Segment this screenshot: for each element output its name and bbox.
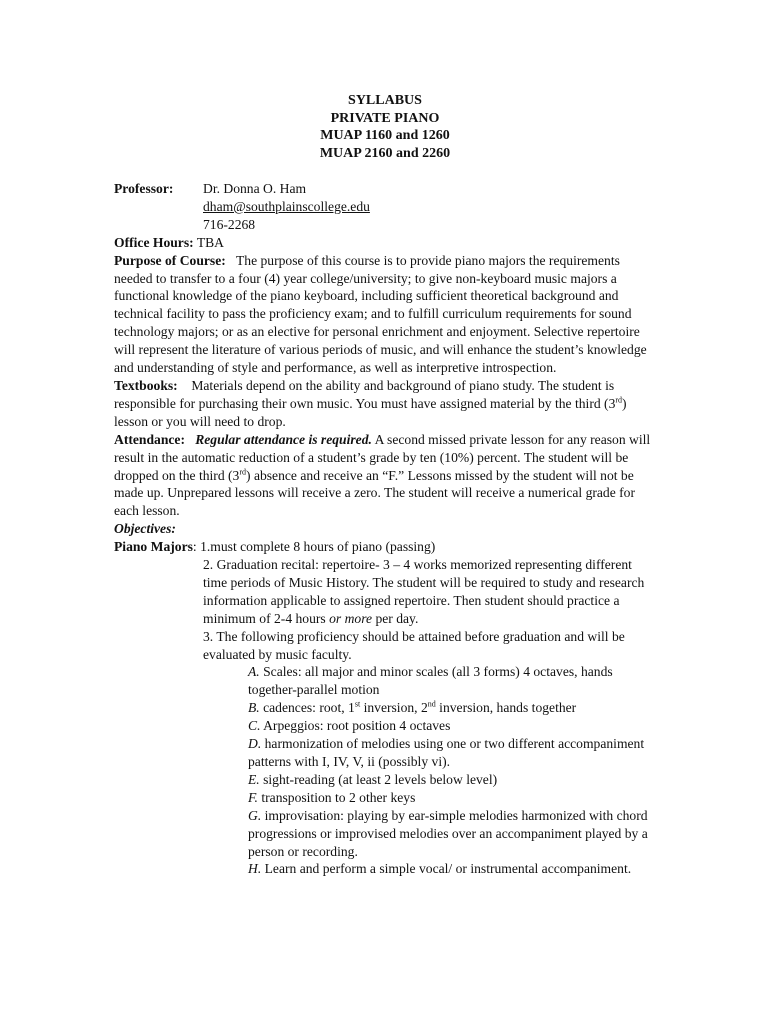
proficiency-text: inversion, hands together [435,700,577,716]
proficiency-item-h [248,860,659,878]
proficiency-letter: B. [248,700,260,716]
syllabus-body [114,180,659,878]
proficiency-letter: C. [248,718,261,734]
textbooks-paragraph [114,377,659,431]
proficiency-item-c [248,717,659,735]
header-course-codes-2: MUAP 2160 and 2260 [319,145,451,161]
proficiency-letter: H. [248,861,262,877]
proficiency-item-d [248,735,659,771]
proficiency-list [114,663,659,878]
item2-text-a: 2. Graduation recital: repertoire- 3 – 4 works memorized representing different time periods of Music History. The student will be required to study and research information applicable to assigned repertoire. Then student should practice a minimum of 2-4 hours [203,557,645,626]
proficiency-item-f [248,789,659,807]
proficiency-item-b [248,699,659,717]
proficiency-letter: A. [248,664,260,680]
proficiency-text: transposition to 2 other keys [257,789,416,805]
proficiency-letter: E. [248,771,260,787]
header-course-codes-1: MUAP 1160 and 1260 [320,128,450,143]
attendance-paragraph [114,431,659,521]
header-title: SYLLABUS [348,93,422,108]
attendance-label: Attendance: [114,431,185,447]
proficiency-superscript: nd [427,699,436,709]
proficiency-text: cadences: root, 1 [259,700,355,716]
purpose-label: Purpose of Course: [114,252,226,268]
proficiency-text: inversion, 2 [360,700,428,716]
purpose-paragraph [114,252,659,377]
textbooks-text-a: Materials depend on the ability and background of piano study. The student is responsible for purchasing their own music. You must have assigned material by the third (3 [114,377,616,411]
piano-majors-item3: 3. The following proficiency should be attained before graduation and will be evaluated by music faculty. [203,628,625,662]
textbooks-label: Textbooks: [114,377,178,393]
proficiency-item-e [248,771,659,789]
purpose-text: The purpose of this course is to provide piano majors the requirements needed to transfer to a four (4) year college/university; to give non-keyboard music majors a functional knowledge of the piano keyboard, including sufficient theoretical background and technical facility to pass the proficiency exam; and to fulfill curriculum requirements for sound technology majors; or as an elective for personal enrichment and enjoyment. Selective repertoire will represent the literature of various periods of music, and will enhance the student’s knowledge and understanding of style and performance, as well as interpretive introspection. [114,252,647,376]
piano-majors-item2 [114,556,659,628]
proficiency-item-g [248,807,659,861]
professor-info [203,180,659,234]
item2-emphasis: or more [329,610,373,626]
office-hours-label: Office Hours: [114,234,194,250]
item2-text-b: per day. [372,610,419,626]
proficiency-letter: F. [248,789,258,805]
professor-email-link[interactable]: dham@southplainscollege.edu [203,198,370,214]
textbooks-superscript: rd [615,395,623,405]
professor-label: Professor: [114,181,174,196]
proficiency-item-a [248,663,659,699]
attendance-text-a: A second missed private lesson for any reason will result in the automatic reduction of a student’s grade by ten (10%) percent. The student will be dropped on the third (3 [114,431,651,483]
professor-name: Dr. Donna O. Ham [203,181,307,196]
attendance-text-b: ) absence and receive an “F.” Lessons missed by the student will not be made up. Unprepared lessons will receive a zero. The student will receive a numerical grade for each lesson. [114,467,636,519]
office-hours [114,234,659,252]
proficiency-letter: G. [248,807,262,823]
attendance-emphasis: Regular attendance is required. [195,431,372,447]
proficiency-text: improvisation: playing by ear-simple melodies harmonized with chord progressions or improvised melodies over an accompaniment played by a person or recording. [248,807,648,859]
piano-majors-item1 [114,538,659,556]
piano-majors-label: Piano Majors [114,539,193,555]
proficiency-text: sight-reading (at least 2 levels below level) [259,771,498,787]
syllabus-header [0,92,770,162]
objectives-heading: Objectives: [114,521,176,537]
proficiency-text: harmonization of melodies using one or two different accompaniment patterns with I, IV, V, ii (possibly vi). [248,736,645,769]
proficiency-text: Arpeggios: root position 4 octaves [260,718,451,734]
professor-section [114,180,659,234]
proficiency-text: Scales: all major and minor scales (all 3 forms) 4 octaves, hands together-parallel motion [248,664,613,698]
office-hours-value: TBA [196,234,224,250]
header-course-name: PRIVATE PIANO [330,110,440,126]
professor-phone: 716-2268 [203,216,256,232]
textbooks-text-b: ) lesson or you will need to drop. [114,395,627,429]
proficiency-text: Learn and perform a simple vocal/ or instrumental accompaniment. [261,861,632,877]
proficiency-superscript: st [354,699,361,709]
piano-majors-item1-text: : 1.must complete 8 hours of piano (passing) [192,539,436,555]
proficiency-letter: D. [248,736,262,752]
attendance-superscript: rd [239,466,247,476]
